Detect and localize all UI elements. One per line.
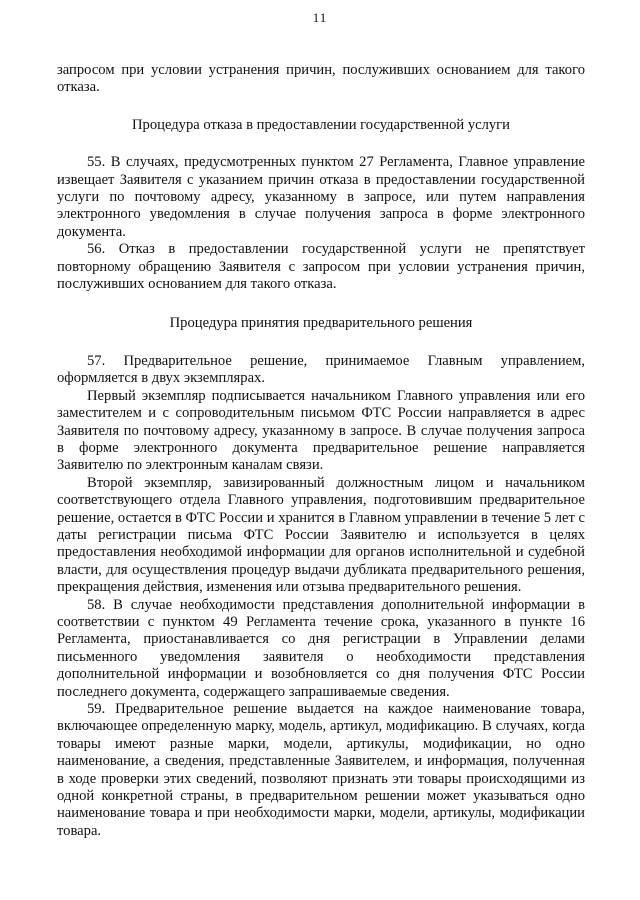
paragraph-59: 59. Предварительное решение выдается на каждое наименование товара, включающее определенную марку, модель, артикул, модификацию. В случаях, когда товары имеют разные марки, модели, артикулы, модификации, но одно наименование, а сведения, представленные Заявителем, и информация, полученная в ходе проверки этих сведений, позволяют признать эти товары происходящими из одной конкретной страны, в предварительном решении может указываться одно наименование товара и при необходимости марки, модели, артикулы, модификации товара. bbox=[57, 701, 585, 839]
intro-continuation-paragraph: запросом при условии устранения причин, послуживших основанием для такого отказа. bbox=[57, 62, 585, 96]
paragraph-57: 57. Предварительное решение, принимаемое Главным управлением, оформляется в двух экземплярах. bbox=[57, 352, 585, 387]
document-body bbox=[57, 62, 585, 840]
paragraph-57-second-copy: Второй экземпляр, завизированный должностным лицом и начальником соответствующего отдела Главного управления, подготовившим предварительное решение, остается в ФТС России и хранится в Главном управлении в течение 5 лет с даты регистрации письма ФТС России Заявителю и используется в целях предоставления необходимой информации для органов исполнительной и судебной власти, для осуществления процедур выдачи дубликата предварительного решения, прекращения действия, изменения или отзыва предварительного решения. bbox=[57, 474, 585, 596]
paragraph-56: 56. Отказ в предоставлении государственной услуги не препятствует повторному обращению Заявителя с запросом при условии устранения причин, послуживших основанием для такого отказа. bbox=[57, 241, 585, 293]
paragraph-55: 55. В случаях, предусмотренных пунктом 27 Регламента, Главное управление извещает Заявителя с указанием причин отказа в предоставлении государственной услуги по почтовому адресу, указанному в запросе, или путем направления электронного уведомления в случае получения запроса в форме электронного документа. bbox=[57, 154, 585, 240]
section-heading-refusal: Процедура отказа в предоставлении государственной услуги bbox=[132, 116, 510, 133]
page-number: 11 bbox=[312, 10, 328, 25]
paragraph-58: 58. В случае необходимости представления дополнительной информации в соответствии с пунктом 49 Регламента течение срока, указанного в пункте 16 Регламента, приостанавливается со дня регистрации в Управлении делами письменного уведомления заявителя о необходимости представления дополнительной информации и возобновляется со дня получения ФТС России последнего документа, содержащего запрашиваемые сведения. bbox=[57, 596, 585, 700]
section-heading-preliminary-decision: Процедура принятия предварительного решения bbox=[169, 315, 473, 332]
paragraph-57-first-copy: Первый экземпляр подписывается начальником Главного управления или его заместителем и с сопроводительным письмом ФТС России направляется в адрес Заявителя по почтовому адресу, указанному в запросе. В случае получения запроса в форме электронного документа предварительное решение направляется Заявителю по электронным каналам связи. bbox=[57, 387, 585, 474]
